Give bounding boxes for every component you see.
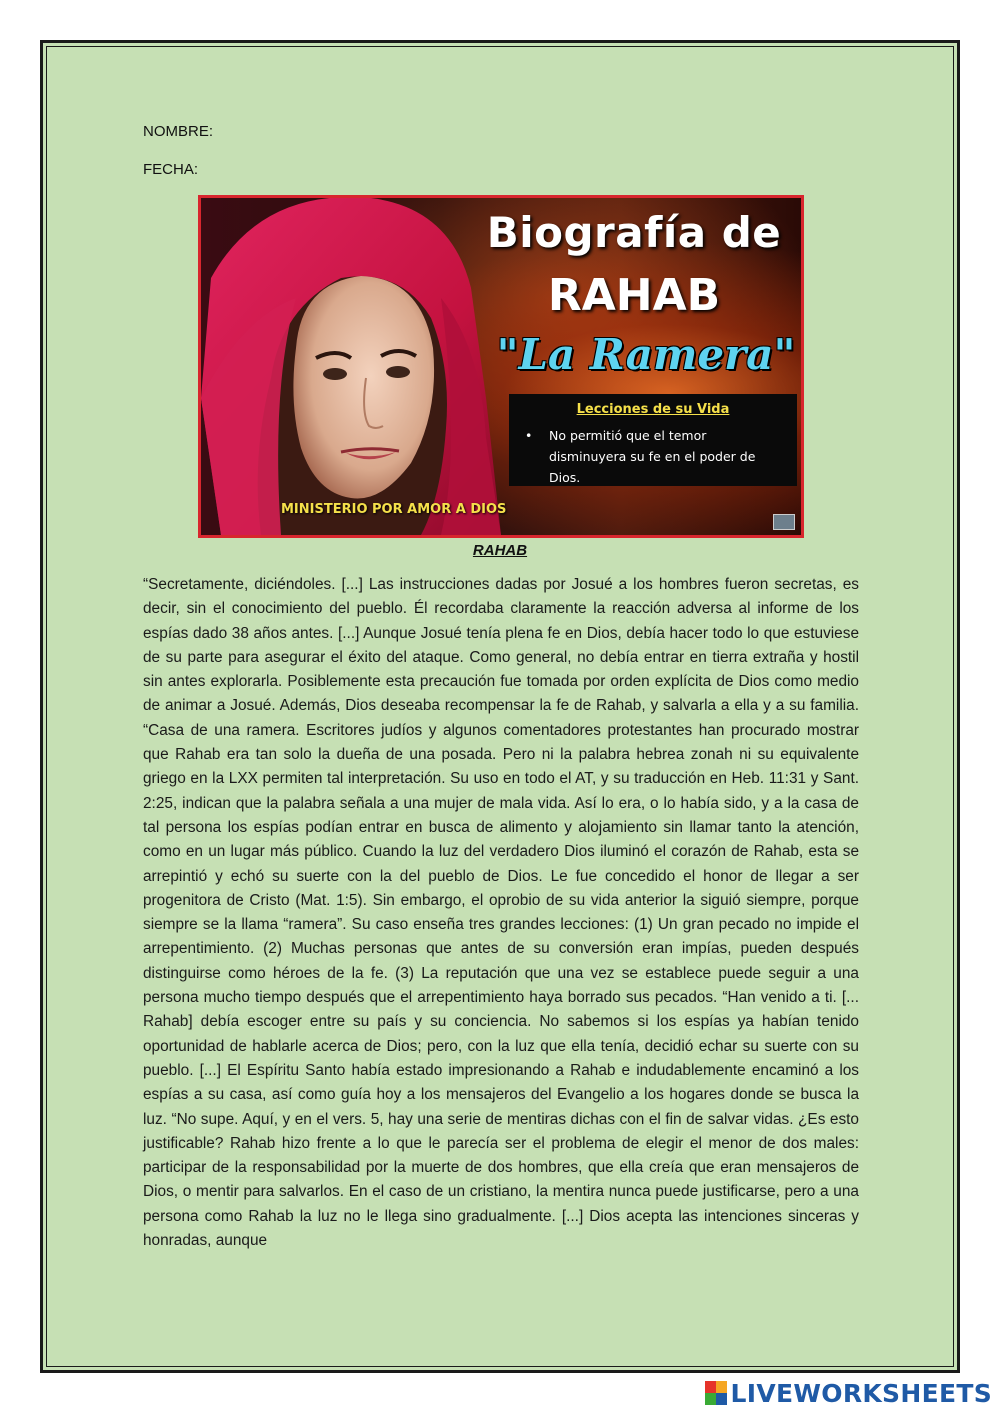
banner-title-line2: RAHAB: [547, 270, 721, 321]
article-body: “Secretamente, diciéndoles. [...] Las instrucciones dadas por Josué a los hombres fueron secretas, es decir, sin el conocimiento del pueblo. Él recordaba claramente la reacción adversa al informe de los espías dado 38 años antes. [...] Aunque Josué tenía plena fe en Dios, debía hacer todo lo que estuviese de su parte para asegurar el éxito del ataque. Como general, no debía entrar en tierra extraña y hostil sin antes explorarla. Posiblemente esta precaución fue tomada por orden explícita de Dios como medio de animar a Josué. Además, Dios deseaba recompensar la fe de Rahab, y salvarla a ella y a su familia. “Casa de una ramera. Escritores judíos y algunos comentadores protestantes han procurado mostrar que Rahab era tan solo la dueña de una posada. Pero ni la palabra hebrea zonah ni su equivalente griego en la LXX permiten tal interpretación. Su uso en todo el AT, y su traducción en Heb. 11:31 y Sant. 2:25, indican que la palabra señala a una mujer de mala vida. Así lo era, o lo había sido, y a la casa de tal persona los espías podían entrar en busca de alimento y alojamiento sin llamar tanto la atención, como en un lugar más público. Cuando la luz del verdadero Dios iluminó el corazón de Rahab, esta se arrepintió y echó su suerte con la del pueblo de Dios. Le fue concedido el honor de llegar a ser progenitora de Cristo (Mat. 1:5). Sin embargo, el oprobio de su vida anterior la siguió siempre, porque siempre se la llama “ramera”. Su caso enseña tres grandes lecciones: (1) Un gran pecado no impide el arrepentimiento. (2) Muchas personas que antes de su conversión eran impías, pueden después distinguirse como héroes de la fe. (3) La reputación que una vez se establece puede seguir a una persona mucho tiempo después que el arrepentimiento haya borrado sus pecados. “Han venido a ti. [... Rahab] debía escoger entre su país y su conciencia. No sabemos si los espías ya habían tenido oportunidad de hablarle acerca de Dios; pero, con la luz que ella tenía, decidió echar su suerte con su pueblo. [...] El Espíritu Santo había estado impresionando a Rahab e indudablemente encaminó a los espías a su casa, así como guía hoy a los mensajeros del Evangelio a los hogares donde se busca la luz. “No supe. Aquí, y en el vers. 5, hay una serie de mentiras dichas con el fin de salvar vidas. ¿Es esto justificable? Rahab hizo frente a lo que le parecía ser el problema de elegir el menor de dos males: participar de la responsabilidad por la muerte de dos hombres, que ella creía que eran mensajeros de Dios, o mentir para salvarlos. En el caso de un cristiano, la mentira nunca puede justificarse, pero a una persona como Rahab la luz no le llega sino gradualmente. [...] Dios acepta las intenciones sinceras y honradas, aunque: [143, 576, 859, 1250]
name-label: NOMBRE:: [143, 123, 214, 140]
channel-logo-icon: [773, 514, 795, 530]
lessons-text-content: No permitió que el temor disminuyera su fe en el poder de Dios.: [549, 428, 756, 485]
banner-title-line3: "La Ramera": [496, 330, 796, 379]
worksheet-page: [40, 40, 960, 1373]
article-heading: RAHAB: [472, 542, 528, 559]
lessons-title: Lecciones de su Vida: [576, 402, 730, 417]
liveworksheets-watermark: [705, 1378, 992, 1408]
lessons-box: [509, 394, 797, 486]
ministry-label: MINISTERIO POR AMOR A DIOS: [281, 502, 507, 517]
rahab-banner-image: [198, 195, 804, 538]
bullet-icon: •: [525, 428, 533, 443]
woman-portrait-illustration: [201, 198, 501, 535]
liveworksheets-logo-icon: [705, 1381, 727, 1405]
date-label: FECHA:: [143, 161, 199, 178]
lessons-text: [519, 425, 787, 488]
watermark-text: LIVEWORKSHEETS: [730, 1378, 992, 1408]
banner-title-line1: Biografía de: [486, 208, 782, 257]
